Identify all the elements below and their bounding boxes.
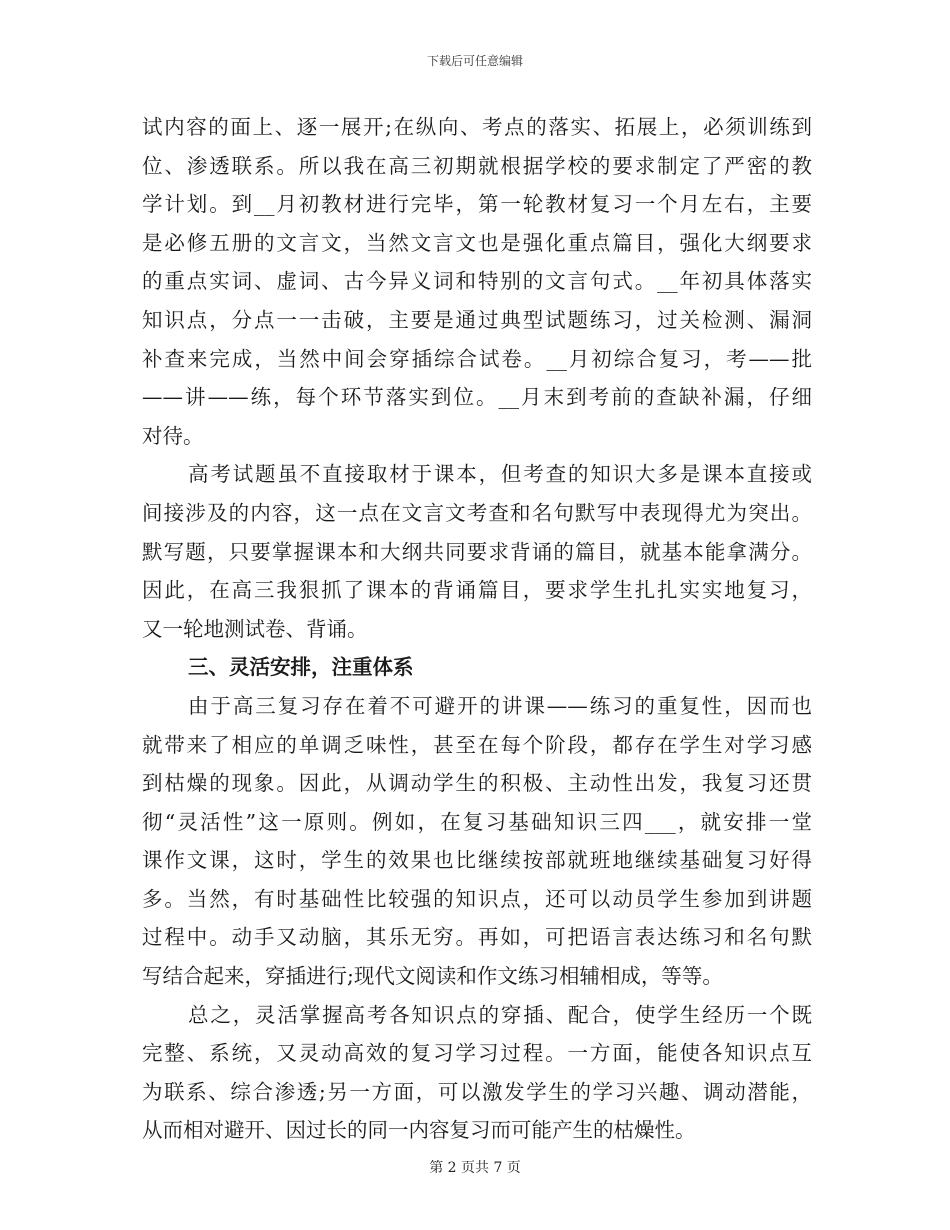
body-text-line: 又一轮地测试卷、背诵。 (142, 616, 368, 641)
body-text-line: 因此，在高三我狠抓了课本的背诵篇目，要求学生扎扎实实地复习， (142, 578, 812, 603)
body-text-line: 总之，灵活掌握高考各知识点的穿插、配合，使学生经历一个既 (188, 1002, 812, 1027)
body-text-line: 过程中。动手又动脑，其乐无穷。再如，可把语言表达练习和名句默 (142, 925, 812, 950)
section-heading: 三、灵活安排，注重体系 (188, 655, 414, 680)
body-text-line: 位、渗透联系。所以我在高三初期就根据学校的要求制定了严密的教 (142, 153, 812, 178)
document-body (142, 108, 812, 1150)
body-text-line: 试内容的面上、逐一展开;在纵向、考点的落实、拓展上，必须训练到 (142, 115, 812, 139)
body-text-line: 知识点，分点一一击破，主要是通过典型试题练习，过关检测、漏洞 (142, 307, 812, 332)
body-text-line: 对待。 (142, 423, 204, 448)
body-text-line: 完整、系统，又灵动高效的复习学习过程。一方面，能使各知识点互 (142, 1041, 812, 1066)
body-text-line: 是必修五册的文言文，当然文言文也是强化重点篇目，强化大纲要求 (142, 230, 812, 255)
body-text-line: 的重点实词、虚词、古今异义词和特别的文言句式。__年初具体落实 (142, 269, 812, 294)
body-text-line: 间接涉及的内容，这一点在文言文考查和名句默写中表现得尤为突出。 (142, 500, 812, 525)
body-text-line: 彻“灵活性”这一原则。例如，在复习基础知识三四___，就安排一堂 (142, 809, 812, 834)
body-text-line: 到枯燥的现象。因此，从调动学生的积极、主动性出发，我复习还贯 (142, 771, 812, 796)
body-text-line: 高考试题虽不直接取材于课本，但考查的知识大多是课本直接或 (188, 462, 812, 487)
body-text-line: 由于高三复习存在着不可避开的讲课——练习的重复性，因而也 (188, 693, 812, 718)
page-footer: 第 2 页共 7 页 (429, 1160, 521, 1176)
body-text-line: 写结合起来，穿插进行;现代文阅读和作文练习相辅相成，等等。 (142, 964, 723, 989)
body-text-line: 为联系、综合渗透;另一方面，可以激发学生的学习兴趣、调动潜能， (142, 1079, 812, 1104)
page-header: 下载后可任意编辑 (426, 54, 523, 68)
body-text-line: 默写题，只要掌握课本和大纲共同要求背诵的篇目，就基本能拿满分。 (142, 539, 812, 564)
body-text-line: 学计划。到__月初教材进行完毕，第一轮教材复习一个月左右，主要 (142, 192, 812, 217)
body-text-line: 多。当然，有时基础性比较强的知识点，还可以动员学生参加到讲题 (142, 886, 812, 911)
body-text-line: ——讲——练，每个环节落实到位。__月末到考前的查缺补漏，仔细 (142, 385, 812, 410)
body-text-line: 就带来了相应的单调乏味性，甚至在每个阶段，都存在学生对学习感 (142, 732, 812, 757)
body-text-line: 从而相对避开、因过长的同一内容复习而可能产生的枯燥性。 (142, 1118, 696, 1143)
body-text-line: 补查来完成，当然中间会穿插综合试卷。__月初综合复习，考——批 (142, 346, 812, 371)
body-text-line: 课作文课，这时，学生的效果也比继续按部就班地继续基础复习好得 (142, 848, 812, 873)
